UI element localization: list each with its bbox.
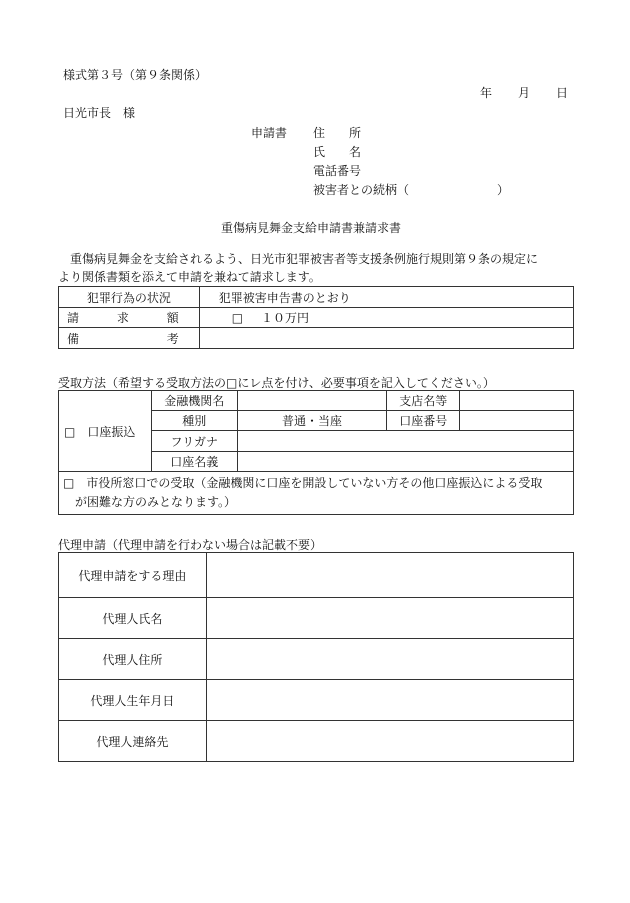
applicant-label: 申請書	[251, 126, 288, 140]
form-number: 様式第３号（第９条関係）	[63, 68, 208, 82]
receipt-table	[58, 390, 574, 515]
account-number-label: 口座番号	[387, 411, 460, 431]
document-title: 重傷病見舞金支給申請書兼請求書	[221, 221, 402, 235]
crime-status-value: 犯罪被害申告書のとおり	[199, 287, 573, 308]
bank-transfer-option[interactable]: □ 口座振込	[59, 391, 152, 472]
date-year-label: 年	[480, 86, 493, 100]
phone-label: 電話番号	[313, 164, 362, 178]
addressee: 日光市長 様	[63, 106, 136, 120]
address-label: 住 所	[313, 126, 362, 140]
proxy-birthdate-field[interactable]	[206, 680, 573, 721]
counter-pickup-line-1: □ 市役所窓口での受取（金融機関に口座を開設していない方その他口座振込による受取	[63, 476, 543, 490]
remarks-char-1: 備	[67, 331, 80, 346]
furigana-label: フリガナ	[151, 431, 237, 452]
claim-amount-char-1: 請	[67, 311, 80, 325]
counter-pickup-line-2: が困難な方のみとなります。）	[63, 495, 237, 509]
claim-amount-value: １０万円	[260, 311, 309, 325]
intro-line-1: 重傷病見舞金を支給されるよう、日光市犯罪被害者等支援条例施行規則第９条の規定に	[58, 252, 539, 266]
bank-name-label: 金融機関名	[151, 391, 237, 411]
account-number-field[interactable]	[460, 411, 574, 431]
proxy-name-field[interactable]	[206, 598, 573, 639]
crime-status-label: 犯罪行為の状況	[59, 287, 200, 308]
branch-field[interactable]	[460, 391, 574, 411]
remarks-field[interactable]	[199, 328, 573, 349]
claim-amount-label	[59, 308, 200, 328]
proxy-table	[58, 552, 574, 762]
proxy-reason-label: 代理申請をする理由	[59, 553, 207, 598]
account-holder-label: 口座名義	[151, 452, 237, 472]
date-day-label: 日	[556, 86, 569, 100]
claim-amount-char-2: 求	[116, 311, 129, 325]
proxy-contact-label: 代理人連絡先	[59, 721, 207, 762]
claim-amount-checkbox[interactable]: □	[231, 311, 244, 325]
counter-pickup-option[interactable]	[59, 472, 574, 515]
receipt-heading: 受取方法（希望する受取方法の□にレ点を付け、必要事項を記入してください。）	[58, 376, 495, 390]
intro-line-2: より関係書類を添えて申請を兼ねて請求します。	[58, 270, 321, 284]
relation-close: ）	[497, 183, 510, 197]
claim-amount-cell	[199, 308, 573, 328]
branch-label: 支店名等	[387, 391, 460, 411]
proxy-contact-field[interactable]	[206, 721, 573, 762]
name-label: 氏 名	[313, 145, 362, 159]
relation-label: 被害者との続柄（	[313, 183, 410, 197]
proxy-reason-field[interactable]	[206, 553, 573, 598]
remarks-char-2: 考	[166, 331, 179, 346]
date-month-label: 月	[518, 86, 531, 100]
bank-name-field[interactable]	[237, 391, 387, 411]
account-holder-field[interactable]	[237, 452, 573, 472]
remarks-label	[59, 328, 200, 349]
proxy-heading: 代理申請（代理申請を行わない場合は記載不要）	[58, 538, 323, 552]
proxy-address-field[interactable]	[206, 639, 573, 680]
proxy-birthdate-label: 代理人生年月日	[59, 680, 207, 721]
proxy-name-label: 代理人氏名	[59, 598, 207, 639]
account-type-value[interactable]: 普通・当座	[237, 411, 387, 431]
claim-table	[58, 286, 574, 349]
furigana-field[interactable]	[237, 431, 573, 452]
claim-amount-char-3: 額	[166, 311, 179, 325]
account-type-label: 種別	[151, 411, 237, 431]
proxy-address-label: 代理人住所	[59, 639, 207, 680]
